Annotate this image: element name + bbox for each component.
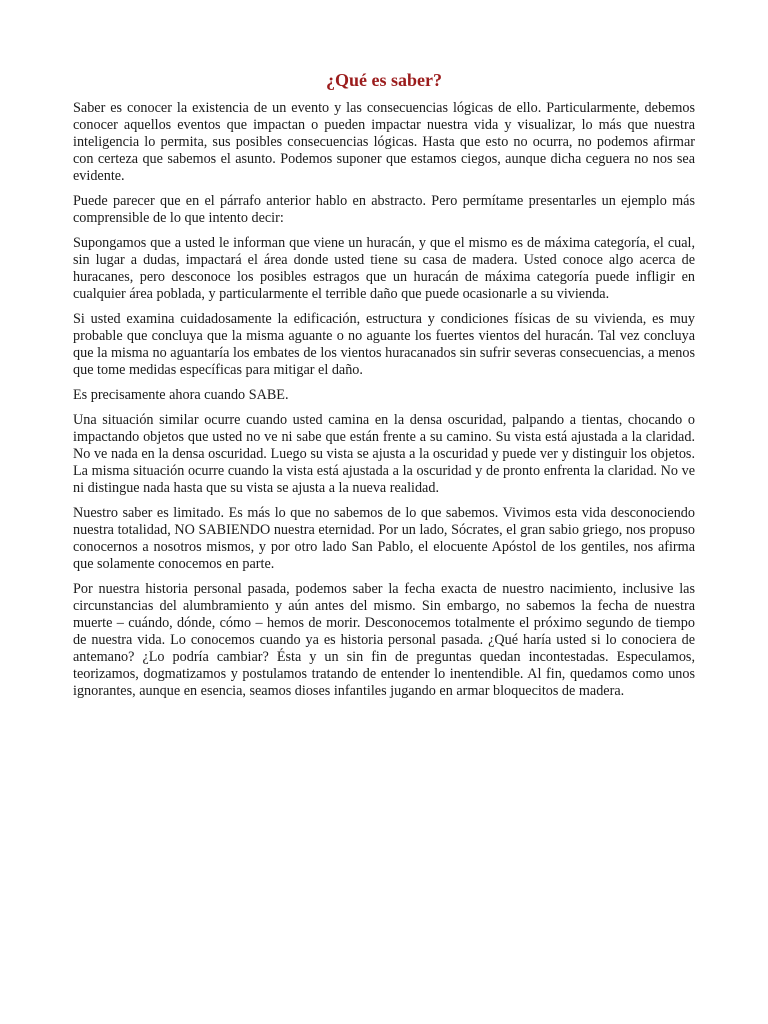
paragraph-3: Supongamos que a usted le informan que viene un huracán, y que el mismo es de máxima categoría, el cual, sin lugar a dudas, impactará el área donde usted tiene su casa de madera. Usted conoce algo acerca de huracanes, pero desconoce los posibles estragos que un huracán de máxima categoría puede infligir en cualquier área poblada, y particularmente el terrible daño que puede ocasionarle a su vivienda. <box>73 235 695 302</box>
paragraph-4: Si usted examina cuidadosamente la edificación, estructura y condiciones físicas de su vivienda, es muy probable que concluya que la misma aguante o no aguante los fuertes vientos del huracán. Tal vez concluya que la misma no aguantaría los embates de los vientos huracanados sin sufrir severas consecuencias, a menos que tome medidas específicas para mitigar el daño. <box>73 311 695 378</box>
paragraph-8: Por nuestra historia personal pasada, podemos saber la fecha exacta de nuestro nacimiento, inclusive las circunstancias del alumbramiento y aún antes del mismo. Sin embargo, no sabemos la fecha de nuestra muerte – cuándo, dónde, cómo – hemos de morir. Desconocemos totalmente el próximo segundo de tiempo de nuestra vida. Lo conocemos cuando ya es historia personal pasada. ¿Qué haría usted si lo conociera de antemano? ¿Lo podría cambiar? Ésta y un sin fin de preguntas quedan incontestadas. Especulamos, teorizamos, dogmatizamos y postulamos tratando de entender lo inentendible. Al fin, quedamos como unos ignorantes, aunque en esencia, seamos dioses infantiles jugando en armar bloquecitos de madera. <box>73 581 695 699</box>
document-title: ¿Qué es saber? <box>326 70 442 90</box>
paragraph-5: Es precisamente ahora cuando SABE. <box>73 387 289 403</box>
paragraph-2: Puede parecer que en el párrafo anterior hablo en abstracto. Pero permítame presentarles un ejemplo más comprensible de lo que intento decir: <box>73 193 695 226</box>
paragraph-6: Una situación similar ocurre cuando usted camina en la densa oscuridad, palpando a tientas, chocando o impactando objetos que usted no ve ni sabe que están frente a su camino. Su vista está ajustada a la claridad. No ve nada en la densa oscuridad. Luego su vista se ajusta a la oscuridad y puede ver y distinguir los objetos. La misma situación ocurre cuando la vista está ajustada a la oscuridad y de pronto enfrenta la claridad. No ve ni distingue nada hasta que su vista se ajusta a la nueva realidad. <box>73 412 695 496</box>
document-page <box>73 68 695 708</box>
paragraph-7: Nuestro saber es limitado. Es más lo que no sabemos de lo que sabemos. Vivimos esta vida desconociendo nuestra totalidad, NO SABIENDO nuestra eternidad. Por un lado, Sócrates, el gran sabio griego, nos propuso conocernos a nosotros mismos, y por otro lado San Pablo, el elocuente Apóstol de los gentiles, nos afirma que solamente conocemos en parte. <box>73 505 695 572</box>
paragraph-1: Saber es conocer la existencia de un evento y las consecuencias lógicas de ello. Particularmente, debemos conocer aquellos eventos que impactan o pueden impactar nuestra vida y visualizar, lo más que nuestra inteligencia lo permita, sus posibles consecuencias lógicas. Hasta que esto no ocurra, no podemos afirmar con certeza que sabemos el asunto. Podemos suponer que estamos ciegos, aunque dicha ceguera no nos sea evidente. <box>73 100 695 184</box>
